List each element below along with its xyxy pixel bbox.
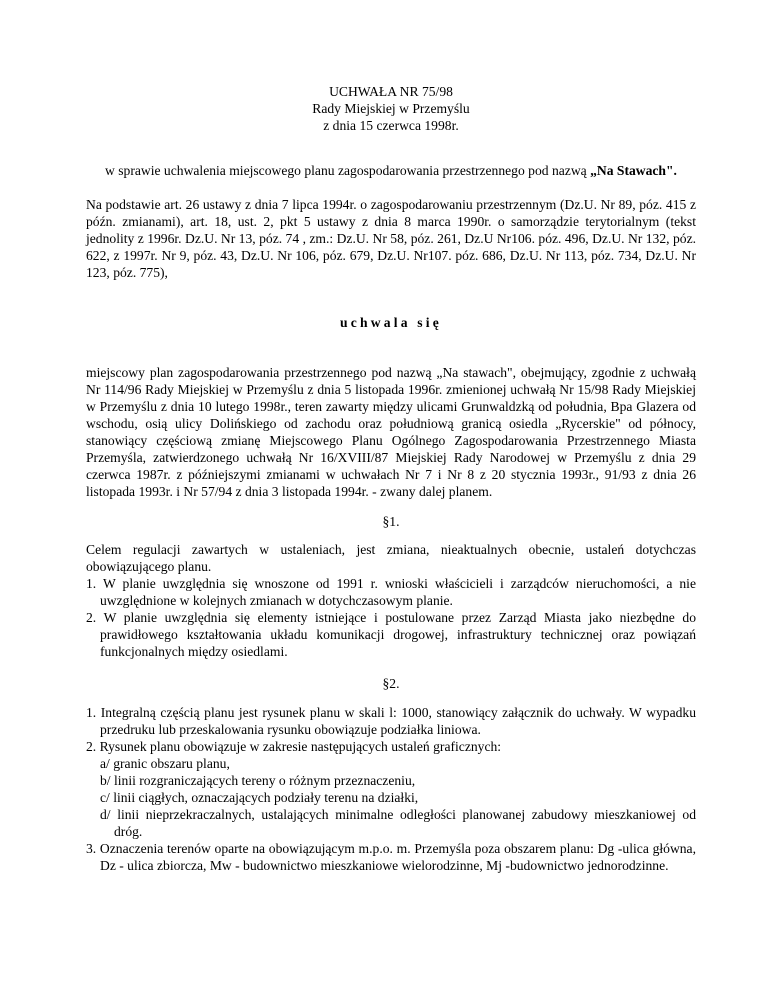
resolution-date: z dnia 15 czerwca 1998r. bbox=[323, 118, 459, 133]
resolves-text: uchwala się bbox=[339, 315, 443, 330]
resolution-number: UCHWAŁA NR 75/98 bbox=[329, 84, 453, 99]
resolution-subject bbox=[86, 162, 696, 179]
section-2-sublist bbox=[86, 755, 696, 840]
subject-text: w sprawie uchwalenia miejscowego planu zagospodarowania przestrzennego pod nazwą bbox=[105, 163, 591, 178]
section-2-sub-b: b/ linii rozgraniczających tereny o różnym przeznaczeniu, bbox=[100, 773, 416, 788]
section-2-sub-c: c/ linii ciągłych, oznaczających podziały terenu na działki, bbox=[100, 790, 419, 805]
subject-plan-name: „Na Stawach". bbox=[590, 163, 677, 178]
section-2-title: §2. bbox=[382, 676, 400, 691]
council-name: Rady Miejskiej w Przemyślu bbox=[312, 101, 470, 116]
section-2-sub-a: a/ granic obszaru planu, bbox=[100, 756, 230, 771]
section-2-item-2: 2. Rysunek planu obowiązuje w zakresie następujących ustaleń graficznych: bbox=[86, 739, 502, 754]
plan-description-paragraph: miejscowy plan zagospodarowania przestrzennego pod nazwą „Na stawach", obejmujący, zgodnie z uchwałą Nr 114/96 Rady Miejskiej w Przemyślu z dnia 5 listopada 1996r. zmienionej uchwałą Nr 15/98 Rady Miejskiej w Przemyślu z dnia 10 lutego 1998r., teren zawarty między ulicami Grunwaldzką od południa, Bpa Glazera od wschodu, osią ulicy Dolińskiego od zachodu oraz południową granicą osiedla „Rycerskie" od północy, stanowiący częściową zmianę Miejscowego Planu Ogólnego Zagospodarowania Przestrzennego Miasta Przemyśla, zatwierdzonego uchwałą Nr 16/XVIII/87 Miejskiej Rady Narodowej w Przemyślu z dnia 29 czerwca 1987r. z późniejszymi zmianami w uchwałach Nr 7 i Nr 8 z 20 stycznia 1993r., 91/93 z dnia 26 listopada 1993r. i Nr 57/94 z dnia 3 listopada 1994r. - zwany dalej planem. bbox=[86, 365, 696, 499]
section-2-item-3: 3. Oznaczenia terenów oparte na obowiązującym m.p.o. m. Przemyśla poza obszarem planu: Dg -ulica główna, Dz - ulica zbiorcza, Mw - budownictwo mieszkaniowe wielorodzinne, Mj -budownictwo jednorodzinne. bbox=[86, 841, 696, 873]
legal-basis-paragraph: Na podstawie art. 26 ustawy z dnia 7 lipca 1994r. o zagospodarowaniu przestrzennym (Dz.U. Nr 89, póz. 415 z późn. zmianami), art. 18, ust. 2, pkt 5 ustawy z dnia 8 marca 1990r. o samorządzie terytorialnym (tekst jednolity z 1996r. Dz.U. Nr 13, póz. 74 , zm.: Dz.U. Nr 58, póz. 261, Dz.U Nr106. póz. 496, Dz.U. Nr 132, póz. 622, z 1997r. Nr 9, póz. 43, Dz.U. Nr 106, póz. 679, Dz.U. Nr107. póz. 686, Dz.U. Nr 113, póz. 734, Dz.U. Nr 123, póz. 775), bbox=[86, 197, 696, 280]
resolves-heading bbox=[86, 314, 696, 331]
section-2-body bbox=[86, 704, 696, 874]
section-2-sub-d: d/ linii nieprzekraczalnych, ustalających minimalne odległości planowanej zabudowy mieszkaniowej od dróg. bbox=[100, 807, 696, 839]
section-1-item-1: 1. W planie uwzględnia się wnoszone od 1991 r. wnioski właścicieli i zarządców nieruchomości, a nie uwzględnione w kolejnych zmianach w dotychczasowym planie. bbox=[86, 576, 696, 608]
section-2-item-1: 1. Integralną częścią planu jest rysunek planu w skali l: 1000, stanowiący załącznik do uchwały. W wypadku przedruku lub przeskalowania rysunku obowiązuje podziałka liniowa. bbox=[86, 705, 696, 737]
section-1-intro: Celem regulacji zawartych w ustaleniach, jest zmiana, nieaktualnych obecnie, ustaleń dotychczas obowiązującego planu. bbox=[86, 542, 696, 574]
resolution-header bbox=[86, 83, 696, 134]
section-1-item-2: 2. W planie uwzględnia się elementy istniejące i postulowane przez Zarząd Miasta jako niezbędne do prawidłowego kształtowania układu komunikacji drogowej, infrastruktury technicznej oraz powiązań funkcjonalnych między osiedlami. bbox=[86, 610, 696, 659]
section-1-title: §1. bbox=[382, 514, 400, 529]
section-1-body bbox=[86, 541, 696, 660]
